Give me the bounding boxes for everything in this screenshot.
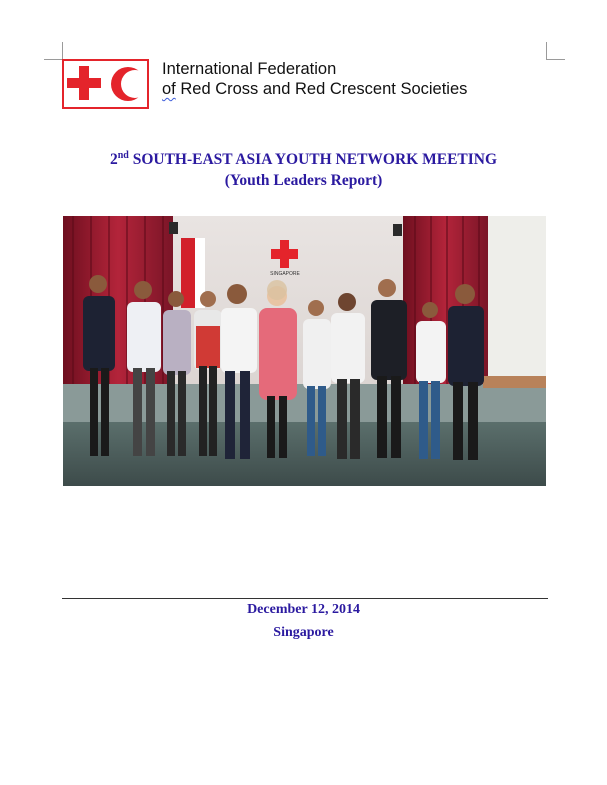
- organization-name-word: of: [162, 80, 176, 98]
- organization-name-line2: [162, 80, 467, 99]
- crop-mark-right-horizontal: [547, 59, 565, 60]
- divider-line: [62, 598, 548, 599]
- crop-mark-right-vertical: [546, 42, 547, 60]
- crop-mark-left-vertical: [62, 42, 63, 60]
- organization-name-rest: Red Cross and Red Crescent Societies: [175, 80, 468, 98]
- report-subtitle: (Youth Leaders Report): [224, 172, 383, 189]
- organization-name-line1: International Federation: [162, 60, 337, 78]
- photo-wall-sign: SINGAPORE: [270, 271, 300, 277]
- title-ordinal-suffix: nd: [117, 150, 129, 161]
- report-title: [0, 150, 607, 169]
- group-photo: [63, 216, 546, 486]
- meeting-date: December 12, 2014: [247, 602, 360, 617]
- meeting-location: Singapore: [273, 625, 334, 640]
- crop-mark-left-horizontal: [44, 59, 62, 60]
- red-cross-crescent-emblem-icon: [62, 59, 149, 109]
- title-line1-text: SOUTH-EAST ASIA YOUTH NETWORK MEETING: [128, 151, 498, 169]
- title-ordinal-number: 2: [109, 151, 118, 169]
